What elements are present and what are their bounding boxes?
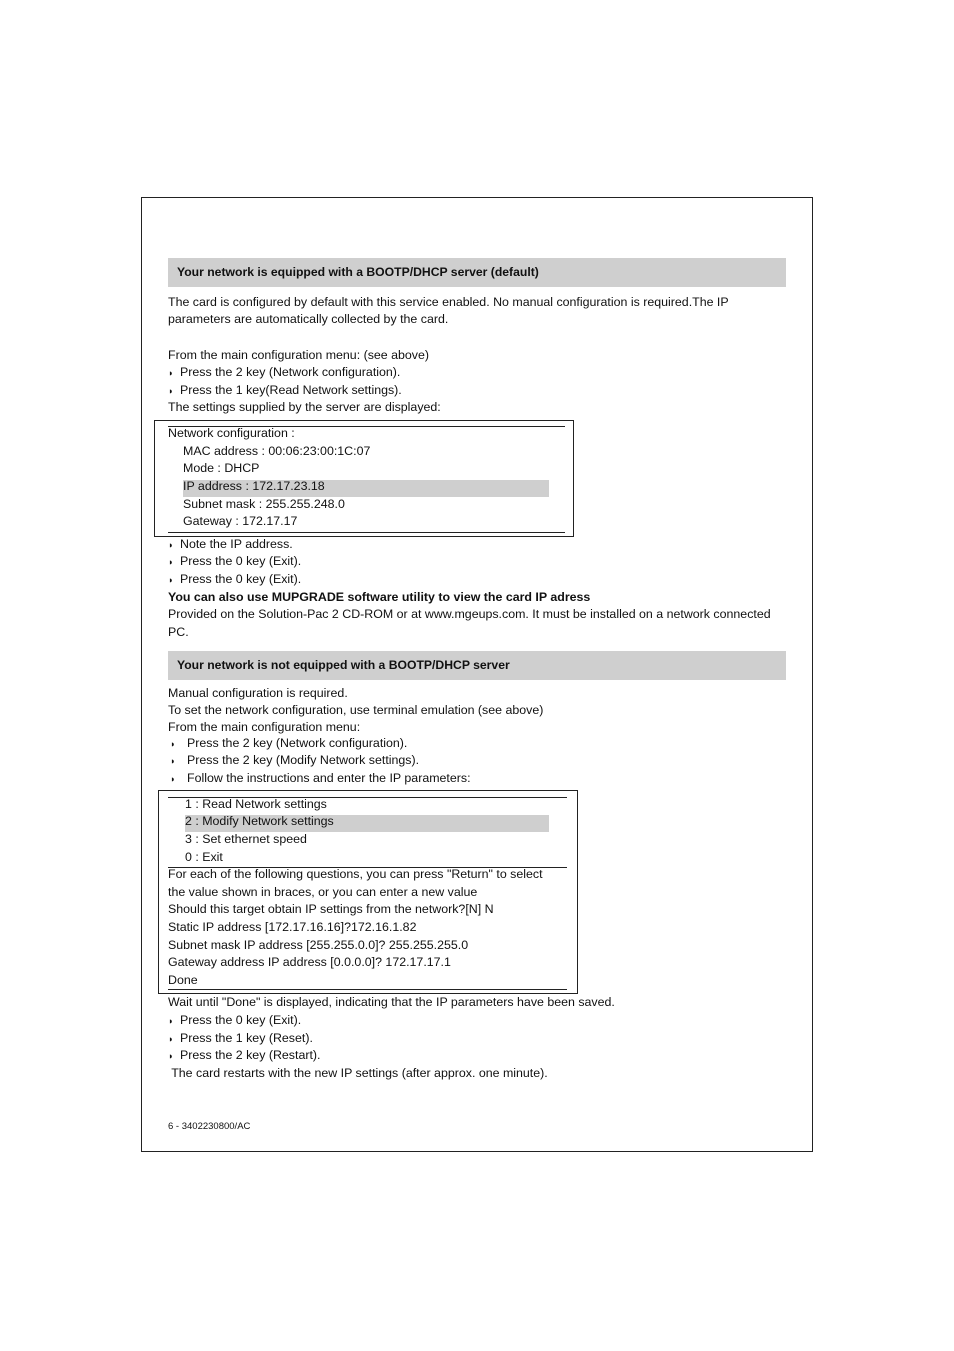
bullet-icon: ◗: [168, 1016, 174, 1026]
bullet-icon: ◗: [168, 1051, 174, 1061]
section2-step: ◗ Press the 2 key (Modify Network settings).: [170, 752, 419, 770]
wait-text: Wait until "Done" is displayed, indicating that the IP parameters have been saved.: [168, 995, 615, 1009]
terminal-line: Subnet mask IP address [255.255.0.0]? 255.255.255.0: [168, 938, 469, 952]
section2-intro-line: Manual configuration is required.: [168, 686, 348, 700]
bullet-icon: ◗: [170, 739, 176, 749]
terminal-line: Gateway : 172.17.17: [183, 514, 298, 528]
section2-after-step: ◗ Press the 2 key (Restart).: [168, 1047, 320, 1065]
terminal-line: MAC address : 00:06:23:00:1C:07: [183, 444, 371, 458]
terminal-line: Subnet mask : 255.255.248.0: [183, 497, 345, 511]
terminal-menu-item: 0 : Exit: [185, 850, 223, 864]
page-footer: 6 - 3402230800/AC: [168, 1121, 251, 1132]
section1-settings-text: The settings supplied by the server are displayed:: [168, 400, 441, 414]
section2-step: ◗ Press the 2 key (Network configuration).: [170, 735, 407, 753]
bullet-icon: ◗: [168, 1034, 174, 1044]
terminal-line: Gateway address IP address [0.0.0.0]? 172.17.17.1: [168, 955, 451, 969]
provided-line: PC.: [168, 625, 189, 639]
terminal-line: IP address : 172.17.23.18: [183, 479, 325, 493]
bullet-icon: ◗: [170, 756, 176, 766]
terminal-menu-item: 2 : Modify Network settings: [185, 814, 334, 828]
terminal-line: Should this target obtain IP settings from the network?[N] N: [168, 902, 494, 916]
section1-intro-line: parameters are automatically collected by the card.: [168, 312, 449, 326]
section1-intro-line: The card is configured by default with this service enabled. No manual configuration is required.The IP: [168, 295, 729, 309]
section1-step: ◗ Press the 1 key(Read Network settings).: [168, 382, 402, 400]
section2-intro-line: From the main configuration menu:: [168, 720, 361, 734]
section2-after-step: ◗ Press the 0 key (Exit).: [168, 1012, 301, 1030]
bullet-icon: ◗: [168, 540, 174, 550]
terminal-menu-item: 1 : Read Network settings: [185, 797, 327, 811]
section2-intro-line: To set the network configuration, use terminal emulation (see above): [168, 703, 544, 717]
mupgrade-note: You can also use MUPGRADE software utility to view the card IP adress: [168, 590, 591, 604]
restart-text: The card restarts with the new IP settings (after approx. one minute).: [168, 1066, 548, 1080]
terminal-line: Mode : DHCP: [183, 461, 260, 475]
terminal-title: Network configuration :: [168, 426, 295, 440]
terminal-line: For each of the following questions, you can press "Return" to select: [168, 867, 543, 881]
terminal-line: Done: [168, 973, 198, 987]
terminal-line: the value shown in braces, or you can enter a new value: [168, 885, 478, 899]
bullet-icon: ◗: [168, 557, 174, 567]
bullet-icon: ◗: [168, 386, 174, 396]
divider: [168, 532, 565, 533]
section1-heading: Your network is equipped with a BOOTP/DHCP server (default): [168, 258, 786, 287]
section1-after-step: ◗ Press the 0 key (Exit).: [168, 553, 301, 571]
section1-step: ◗ Press the 2 key (Network configuration).: [168, 364, 400, 382]
terminal-line: Static IP address [172.17.16.16]?172.16.1.82: [168, 920, 417, 934]
section2-step: ◗ Follow the instructions and enter the IP parameters:: [170, 770, 471, 788]
bullet-icon: ◗: [168, 368, 174, 378]
bullet-icon: ◗: [170, 774, 176, 784]
section1-after-step: ◗ Press the 0 key (Exit).: [168, 571, 301, 589]
provided-line: Provided on the Solution-Pac 2 CD-ROM or at www.mgeups.com. It must be installed on a network connected: [168, 607, 771, 621]
section1-after-step: ◗ Note the IP address.: [168, 536, 293, 554]
bullet-icon: ◗: [168, 575, 174, 585]
section1-menu-intro: From the main configuration menu: (see above): [168, 348, 430, 362]
section2-heading: Your network is not equipped with a BOOTP/DHCP server: [168, 651, 786, 680]
terminal-menu-item: 3 : Set ethernet speed: [185, 832, 307, 846]
section2-after-step: ◗ Press the 1 key (Reset).: [168, 1030, 313, 1048]
divider: [168, 989, 567, 990]
